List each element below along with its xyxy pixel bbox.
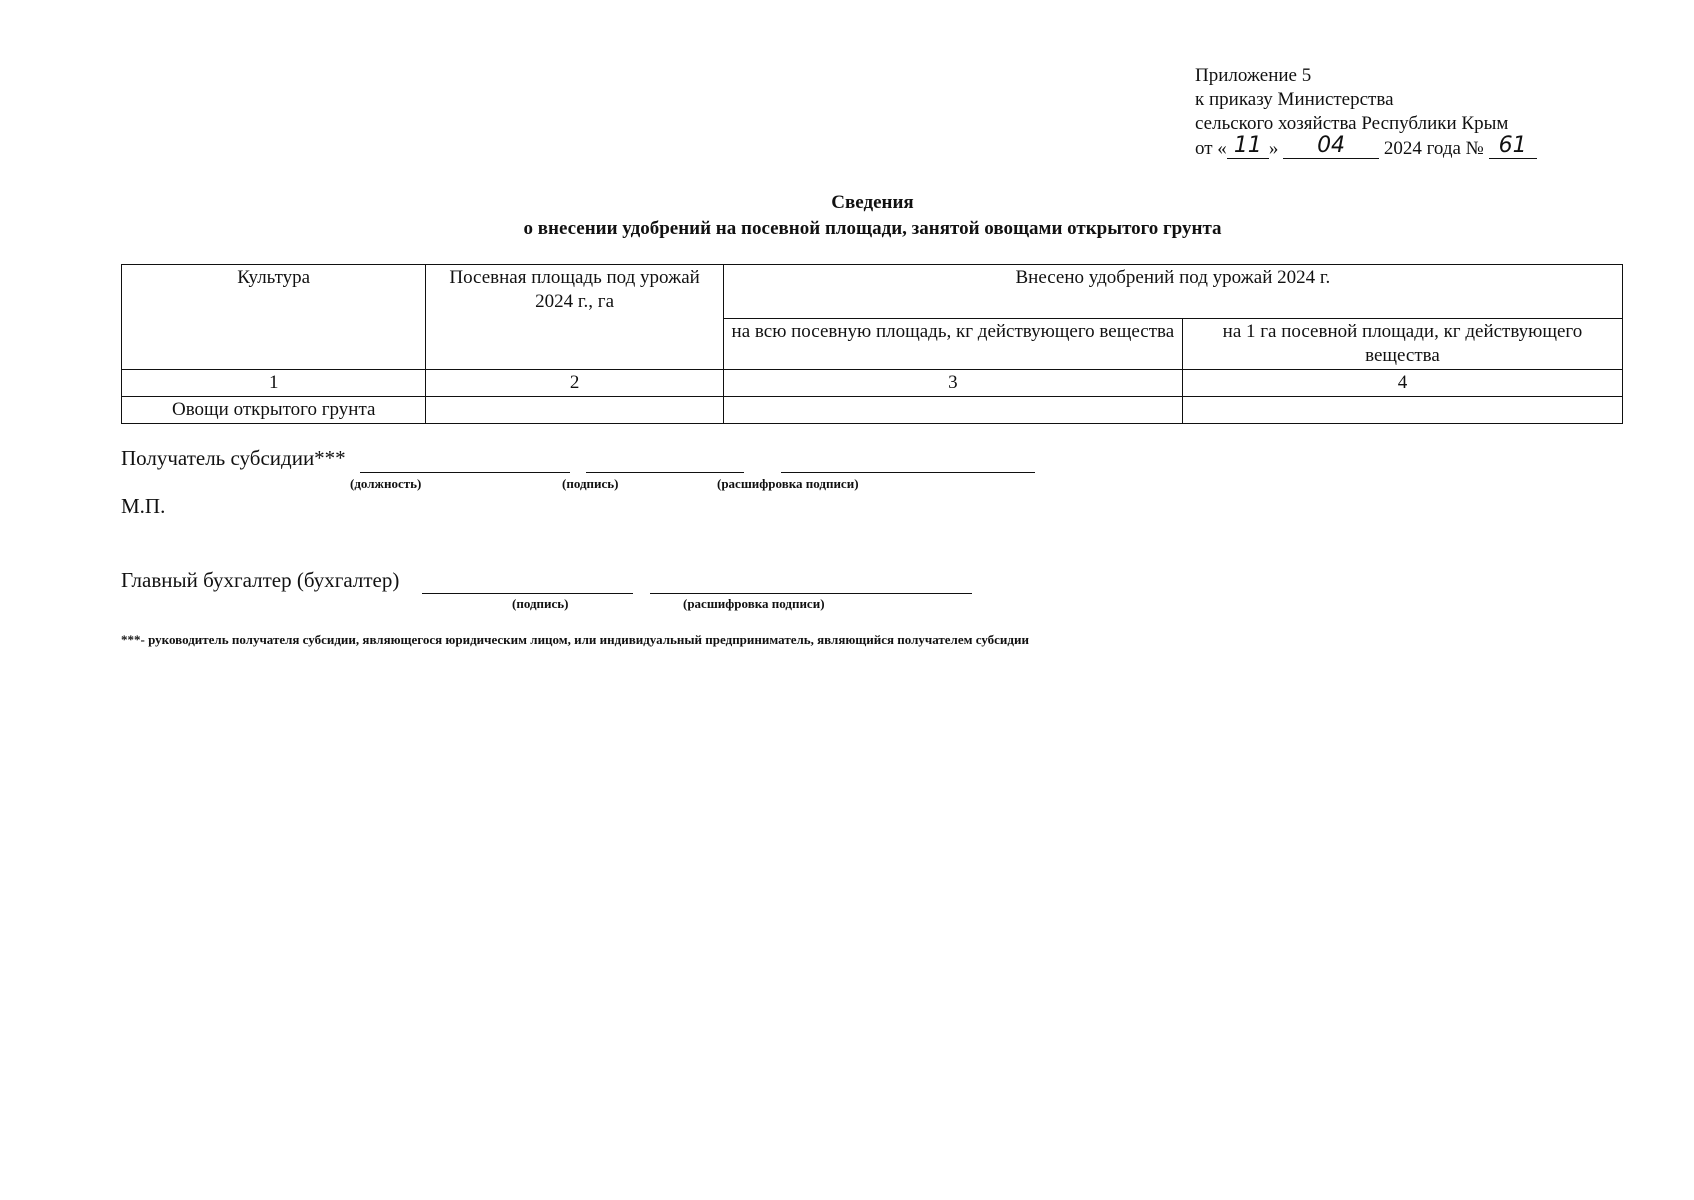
fertilizer-table [121,264,1623,424]
recipient-label: Получатель субсидии*** [121,446,346,470]
title-line-1: Сведения [831,192,914,213]
table-row [122,397,1623,424]
document-title [0,190,1694,242]
hint-signature: (подпись) [562,476,619,491]
hint-position: (должность) [350,476,422,491]
appendix-line-3: сельского хозяйства Республики Крым [1195,113,1509,134]
column-number: 3 [723,370,1182,397]
appendix-line-1: Приложение 5 [1195,65,1312,86]
header-culture: Культура [122,265,426,370]
cell-area[interactable] [426,397,723,424]
column-number: 4 [1182,370,1622,397]
accountant-hint-signature: (подпись) [512,596,569,611]
handwritten-day: 11 [1227,134,1269,159]
hint-decoding: (расшифровка подписи) [717,476,859,491]
footnote: ***- руководитель получателя субсидии, являющегося юридическим лицом, или индивидуальный предприниматель, являющийся получателем субсидии [121,632,1029,647]
accountant-hint-decoding: (расшифровка подписи) [683,596,825,611]
cell-per-ha[interactable] [1182,397,1622,424]
recipient-decoding-line[interactable] [781,472,1035,473]
header-fertilizer: Внесено удобрений под урожай 2024 г. [723,265,1622,319]
column-number-row [122,370,1623,397]
cell-total[interactable] [723,397,1182,424]
date-close: » [1268,138,1279,159]
handwritten-month: 04 [1283,134,1379,159]
header-per-ha: на 1 га посевной площади, кг действующего вещества [1182,319,1622,370]
accountant-decoding-line[interactable] [650,593,972,594]
appendix-block [1195,64,1537,161]
header-total: на всю посевную площадь, кг действующего вещества [723,319,1182,370]
header-area: Посевная площадь под урожай 2024 г., га [426,265,723,370]
appendix-date-line [1195,133,1537,161]
accountant-signature-line[interactable] [422,593,633,594]
cell-culture: Овощи открытого грунта [122,397,426,424]
recipient-signature-line[interactable] [586,472,744,473]
appendix-line-2: к приказу Министерства [1195,89,1394,110]
column-number: 2 [426,370,723,397]
accountant-label: Главный бухгалтер (бухгалтер) [121,568,400,592]
recipient-position-line[interactable] [360,472,570,473]
year-text: 2024 года № [1383,138,1484,159]
column-number: 1 [122,370,426,397]
title-line-2: о внесении удобрений на посевной площади, занятой овощами открытого грунта [523,218,1222,239]
handwritten-order-number: 61 [1489,134,1537,159]
stamp-label: М.П. [121,494,166,518]
date-prefix: от « [1195,138,1227,159]
